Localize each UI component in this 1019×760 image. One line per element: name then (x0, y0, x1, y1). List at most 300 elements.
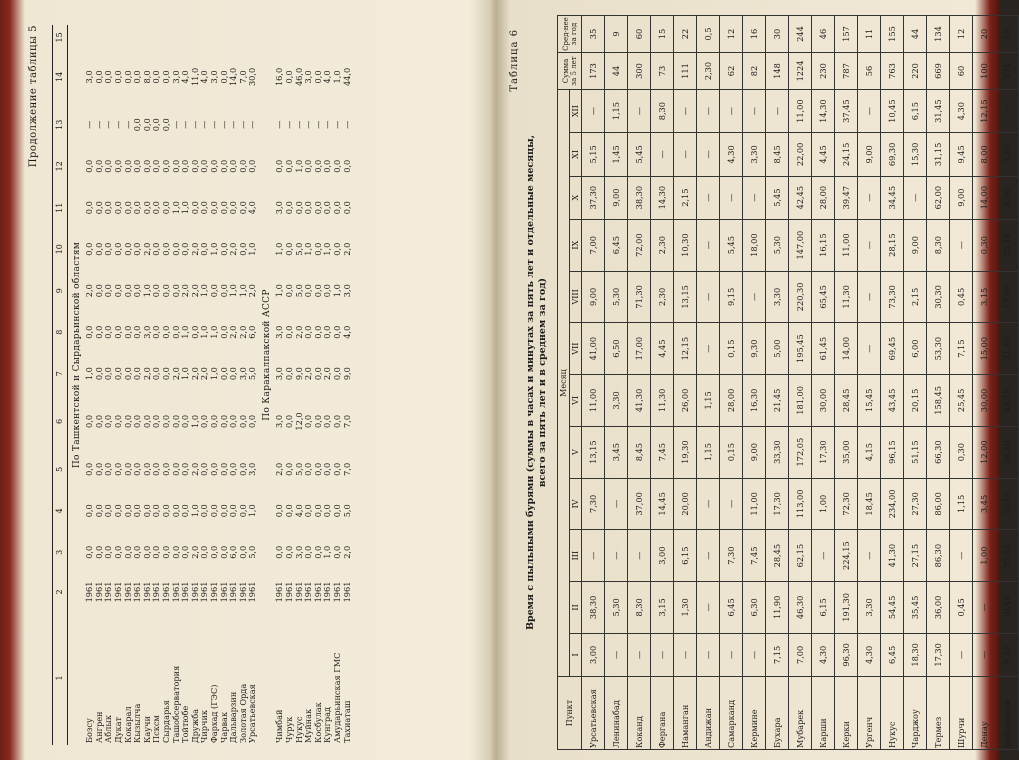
value-cell: 0,30 (950, 426, 973, 478)
value-cell: — (697, 176, 720, 219)
value-cell: 51,15 (904, 426, 927, 478)
left-page-content (22, 15, 490, 745)
value-cell: 0,0 (322, 284, 333, 298)
value-cell: 1,0 (199, 284, 210, 298)
value-cell: 11,00 (582, 375, 605, 427)
value-cell: — (237, 120, 248, 129)
value-cell: 66,30 (927, 426, 950, 478)
value-cell: — (303, 120, 314, 129)
station-name: Денау (973, 677, 996, 750)
value-cell: 0,0 (284, 325, 295, 339)
station-name: Псксм (151, 715, 162, 743)
year-cell: 1961 (237, 581, 248, 603)
table-row (248, 25, 258, 745)
station-name: Мубарек (789, 677, 812, 750)
value-cell: 25,15 (996, 219, 1019, 271)
value-cell: 20,00 (674, 478, 697, 530)
value-cell: 35,15 (996, 530, 1019, 582)
column-header-8: 8 (53, 311, 68, 352)
value-cell: 2,0 (293, 325, 304, 339)
value-cell: 33,30 (766, 426, 789, 478)
value-cell: 0,0 (103, 504, 114, 518)
value-cell: 2,0 (84, 284, 95, 298)
value-cell: 2,0 (322, 367, 333, 381)
value-cell: 9,00 (904, 219, 927, 271)
value-cell: 1,0 (303, 242, 314, 256)
value-cell: 86,00 (927, 478, 950, 530)
value-cell: 0,0 (151, 325, 162, 339)
value-cell: 9,0 (293, 367, 304, 381)
avg-cell: 22 (674, 16, 697, 53)
value-cell: 0,0 (332, 545, 343, 559)
value-cell: 3,0 (208, 70, 219, 84)
table-row (210, 25, 220, 745)
value-cell: 6,15 (904, 90, 927, 133)
value-cell: — (628, 633, 651, 676)
value-cell: — (651, 633, 674, 676)
value-cell: 0,0 (122, 70, 133, 84)
value-cell: — (84, 120, 95, 129)
value-cell: — (697, 633, 720, 676)
table-6-title-line-2: всего за пять лет и в среднем за год) (537, 277, 548, 488)
value-cell: — (950, 219, 973, 271)
value-cell: 0,0 (132, 201, 143, 215)
value-cell: 5,0 (293, 284, 304, 298)
right-page (505, 0, 1012, 760)
value-cell: 3,15 (973, 271, 996, 323)
value-cell: 0,0 (122, 242, 133, 256)
value-cell: 1,00 (812, 478, 835, 530)
table-row (124, 25, 134, 745)
header-sum5: Сумма за 5 лет (558, 53, 582, 90)
column-header-4: 4 (53, 490, 68, 531)
value-cell: 0,0 (132, 367, 143, 381)
station-name: Фархад (ГЭС) (208, 684, 219, 743)
value-cell: — (674, 90, 697, 133)
avg-cell: 244 (789, 16, 812, 53)
avg-cell: 30 (766, 16, 789, 53)
value-cell: 0,0 (170, 462, 181, 476)
value-cell: 0,0 (160, 159, 171, 173)
value-cell: 0,0 (103, 367, 114, 381)
continuation-caption: Продолжение таблицы 5 (28, 25, 39, 168)
value-cell: 9,0 (341, 367, 352, 381)
value-cell: 0,0 (122, 367, 133, 381)
value-cell: 7,00 (789, 633, 812, 676)
value-cell: 6,15 (674, 530, 697, 582)
value-cell: 17,30 (927, 633, 950, 676)
value-cell: 2,0 (141, 242, 152, 256)
value-cell: — (582, 90, 605, 133)
value-cell: 11,30 (835, 271, 858, 323)
value-cell: 0,0 (322, 159, 333, 173)
value-cell: 0,0 (112, 504, 123, 518)
station-name: Фергана (651, 677, 674, 750)
value-cell: 62,00 (927, 176, 950, 219)
value-cell: 0,0 (312, 545, 323, 559)
value-cell: 17,30 (766, 478, 789, 530)
value-cell: 0,0 (199, 504, 210, 518)
value-cell: 220,30 (789, 271, 812, 323)
month-header-II: II (570, 582, 582, 634)
value-cell: 0,0 (218, 462, 229, 476)
station-name: Шурчи (950, 677, 973, 750)
value-cell: — (720, 478, 743, 530)
value-cell: — (766, 90, 789, 133)
value-cell: — (743, 633, 766, 676)
sum-cell: 274 (996, 53, 1019, 90)
value-cell: 0,0 (312, 70, 323, 84)
value-cell: 0,0 (112, 201, 123, 215)
value-cell: 18,00 (743, 219, 766, 271)
value-cell: 0,0 (160, 201, 171, 215)
value-cell: 4,0 (322, 70, 333, 84)
value-cell: 73,30 (881, 271, 904, 323)
value-cell: 0,0 (237, 504, 248, 518)
value-cell: 3,45 (973, 478, 996, 530)
table-row (285, 25, 295, 745)
value-cell: 0,0 (112, 284, 123, 298)
table-row (133, 25, 143, 745)
year-cell: 1961 (170, 581, 181, 603)
station-name: Дукат (112, 716, 123, 743)
value-cell: 2,30 (651, 271, 674, 323)
sum-cell: 111 (674, 53, 697, 90)
value-cell: 0,0 (141, 462, 152, 476)
avg-cell: 15 (651, 16, 674, 53)
value-cell: 46,0 (293, 67, 304, 87)
value-cell: 0,0 (218, 545, 229, 559)
value-cell: 14,30 (651, 176, 674, 219)
value-cell: 0,0 (93, 284, 104, 298)
value-cell: 61,45 (812, 323, 835, 375)
value-cell: 1,0 (141, 284, 152, 298)
value-cell: 2,0 (189, 462, 200, 476)
value-cell: 0,0 (160, 118, 171, 132)
value-cell: 2,0 (189, 284, 200, 298)
table-row (200, 25, 210, 745)
value-cell: 0,0 (199, 159, 210, 173)
value-cell: 0,0 (151, 284, 162, 298)
value-cell: 0,0 (312, 367, 323, 381)
value-cell: 0,0 (228, 414, 239, 428)
value-cell: 0,0 (332, 367, 343, 381)
value-cell: 0,0 (274, 159, 285, 173)
value-cell: 0,30 (973, 219, 996, 271)
value-cell: 0,0 (332, 504, 343, 518)
value-cell: 2,0 (170, 367, 181, 381)
value-cell: — (293, 120, 304, 129)
sum-cell: 60 (950, 53, 973, 90)
value-cell: 0,0 (332, 462, 343, 476)
value-cell: 14,00 (835, 323, 858, 375)
year-cell: 1961 (208, 581, 219, 603)
value-cell: 0,0 (112, 545, 123, 559)
year-cell: 1961 (180, 581, 191, 603)
value-cell: 0,0 (228, 504, 239, 518)
value-cell: 0,0 (237, 159, 248, 173)
value-cell: 0,0 (93, 545, 104, 559)
value-cell: 0,0 (247, 159, 258, 173)
year-cell: 1961 (199, 581, 210, 603)
value-cell: 0,0 (93, 462, 104, 476)
value-cell: 24,15 (835, 133, 858, 176)
value-cell: 0,0 (132, 70, 143, 84)
value-cell: 0,0 (103, 284, 114, 298)
value-cell: 15,00 (973, 323, 996, 375)
value-cell: 17,30 (812, 426, 835, 478)
value-cell: 15,45 (858, 375, 881, 427)
value-cell: 44,0 (341, 67, 352, 87)
month-header-VII: VII (570, 323, 582, 375)
table-row (881, 16, 904, 750)
value-cell: — (180, 120, 191, 129)
value-cell: 0,0 (284, 504, 295, 518)
value-cell: 1,0 (189, 414, 200, 428)
sum-cell: 669 (927, 53, 950, 90)
value-cell: 3,0 (274, 367, 285, 381)
value-cell: 3,30 (605, 375, 628, 427)
station-name: Ленинабад (605, 677, 628, 750)
value-cell: 30,30 (927, 271, 950, 323)
value-cell: 0,0 (170, 545, 181, 559)
table-row (628, 16, 651, 750)
table-5 (52, 25, 352, 745)
value-cell: 0,0 (141, 118, 152, 132)
value-cell: 0,0 (284, 284, 295, 298)
column-header-14: 14 (53, 50, 68, 104)
value-cell: 0,0 (112, 242, 123, 256)
value-cell: 22,00 (789, 133, 812, 176)
station-name: Андижан (697, 677, 720, 750)
table-row (697, 16, 720, 750)
table-row (766, 16, 789, 750)
value-cell: 96,15 (881, 426, 904, 478)
value-cell: 1,0 (237, 284, 248, 298)
value-cell: 28,45 (766, 530, 789, 582)
value-cell: 4,45 (651, 323, 674, 375)
value-cell: — (112, 120, 123, 129)
value-cell: 0,0 (218, 159, 229, 173)
value-cell: 0,0 (132, 284, 143, 298)
value-cell: — (697, 133, 720, 176)
station-name: Ташобсерватория (170, 665, 181, 743)
table-row (162, 25, 172, 745)
value-cell: 5,0 (341, 504, 352, 518)
value-cell: 0,0 (208, 201, 219, 215)
value-cell: — (950, 530, 973, 582)
table-row (651, 16, 674, 750)
value-cell: 0,0 (93, 504, 104, 518)
station-name: Бозсу (84, 718, 95, 743)
value-cell: 38,30 (628, 176, 651, 219)
station-name: Нукус (881, 677, 904, 750)
value-cell: 7,45 (743, 530, 766, 582)
value-cell: 0,0 (84, 504, 95, 518)
header-point: Пункт (558, 677, 582, 750)
table-row (295, 25, 305, 745)
value-cell: 0,0 (170, 504, 181, 518)
value-cell: 14,30 (812, 90, 835, 133)
value-cell: 0,0 (122, 414, 133, 428)
table-row (314, 25, 324, 745)
column-header-6: 6 (53, 394, 68, 448)
station-name: Амударьинская ГМС (332, 652, 343, 743)
value-cell: 17,00 (996, 271, 1019, 323)
value-cell: 0,0 (170, 414, 181, 428)
value-cell: 11,90 (766, 582, 789, 634)
year-cell: 1961 (84, 581, 95, 603)
year-cell: 1961 (218, 581, 229, 603)
value-cell: 0,0 (303, 201, 314, 215)
avg-cell: 157 (835, 16, 858, 53)
sum-cell: 56 (858, 53, 881, 90)
value-cell: 0,0 (160, 414, 171, 428)
value-cell: 0,0 (180, 504, 191, 518)
year-cell: 1961 (122, 581, 133, 603)
value-cell: 0,0 (84, 242, 95, 256)
value-cell: 25,45 (950, 375, 973, 427)
sum-cell: 62 (720, 53, 743, 90)
table-row (996, 16, 1019, 750)
avg-cell: 12 (950, 16, 973, 53)
value-cell: 10,30 (674, 219, 697, 271)
year-cell: 1961 (112, 581, 123, 603)
value-cell: 0,0 (332, 242, 343, 256)
value-cell: 6,50 (605, 323, 628, 375)
value-cell: 7,0 (341, 462, 352, 476)
value-cell: 5,0 (293, 242, 304, 256)
value-cell: 0,0 (208, 462, 219, 476)
station-name: Чарджоу (904, 677, 927, 750)
value-cell: 0,0 (284, 367, 295, 381)
value-cell: 0,0 (151, 545, 162, 559)
value-cell: 0,0 (199, 414, 210, 428)
station-name: Самарканд (720, 677, 743, 750)
value-cell: 31,15 (927, 133, 950, 176)
value-cell: 69,45 (881, 323, 904, 375)
table-row (333, 25, 343, 745)
value-cell: 8,45 (628, 426, 651, 478)
station-name: Керки (835, 677, 858, 750)
value-cell: 0,0 (170, 284, 181, 298)
value-cell: 2,0 (303, 367, 314, 381)
value-cell: 4,0 (199, 70, 210, 84)
value-cell: — (743, 90, 766, 133)
value-cell: — (628, 530, 651, 582)
value-cell: 0,0 (322, 201, 333, 215)
value-cell: 13,15 (582, 426, 605, 478)
value-cell: 39,47 (835, 176, 858, 219)
value-cell: 28,00 (720, 375, 743, 427)
value-cell: 0,0 (228, 462, 239, 476)
value-cell: 7,15 (950, 323, 973, 375)
value-cell: 2,0 (189, 242, 200, 256)
year-cell: 1961 (228, 581, 239, 603)
station-name: Кызылча (132, 703, 143, 743)
value-cell: — (312, 120, 323, 129)
value-cell: — (858, 271, 881, 323)
value-cell: 13,15 (674, 271, 697, 323)
value-cell: 5,45 (720, 219, 743, 271)
value-cell: 65,45 (812, 271, 835, 323)
year-cell: 1961 (247, 581, 258, 603)
value-cell: — (720, 90, 743, 133)
sum-cell: 73 (651, 53, 674, 90)
value-cell: 9,00 (743, 426, 766, 478)
value-cell: 0,0 (312, 201, 323, 215)
value-cell: 2,15 (904, 271, 927, 323)
column-header-9: 9 (53, 270, 68, 311)
value-cell: 0,0 (122, 325, 133, 339)
value-cell: 0,0 (141, 504, 152, 518)
value-cell: 4,0 (293, 504, 304, 518)
value-cell: 42,45 (789, 176, 812, 219)
table-6-header-row-1 (558, 16, 570, 750)
value-cell: — (720, 633, 743, 676)
station-name: Дальварзин (228, 691, 239, 743)
value-cell: — (858, 90, 881, 133)
month-header-V: V (570, 426, 582, 478)
value-cell: 62,15 (789, 530, 812, 582)
header-avg: Сред-нее за год (558, 16, 582, 53)
station-name: Нукус (293, 716, 304, 743)
year-cell: 1961 (293, 581, 304, 603)
value-cell: 2,0 (180, 284, 191, 298)
value-cell: 0,0 (132, 242, 143, 256)
value-cell: 3,30 (766, 271, 789, 323)
value-cell: 19,30 (674, 426, 697, 478)
value-cell: 3,45 (605, 426, 628, 478)
value-cell: 4,15 (858, 426, 881, 478)
value-cell: 0,0 (303, 159, 314, 173)
value-cell: 0,0 (151, 70, 162, 84)
value-cell: 1,0 (180, 367, 191, 381)
value-cell: 0,0 (170, 325, 181, 339)
value-cell: 0,0 (122, 201, 133, 215)
value-cell: 1,0 (274, 284, 285, 298)
avg-cell: 20 (973, 16, 996, 53)
value-cell: — (697, 219, 720, 271)
value-cell: 0,0 (237, 462, 248, 476)
column-header-15: 15 (53, 25, 68, 50)
value-cell: 1,15 (605, 90, 628, 133)
value-cell: 5,0 (247, 545, 258, 559)
value-cell: 7,15 (766, 633, 789, 676)
value-cell: 41,30 (628, 375, 651, 427)
value-cell: 0,0 (122, 284, 133, 298)
value-cell: 6,45 (605, 219, 628, 271)
value-cell: 8,00 (973, 133, 996, 176)
station-name: Дружба (189, 708, 200, 743)
value-cell: 0,0 (180, 159, 191, 173)
value-cell: 0,0 (218, 414, 229, 428)
value-cell: 36,30 (996, 426, 1019, 478)
value-cell: 0,0 (180, 545, 191, 559)
table-row (904, 16, 927, 750)
year-cell: 1961 (322, 581, 333, 603)
value-cell: 0,0 (112, 462, 123, 476)
value-cell: 5,30 (766, 219, 789, 271)
value-cell: 0,0 (218, 242, 229, 256)
value-cell: — (605, 530, 628, 582)
value-cell: 86,30 (927, 530, 950, 582)
year-cell: 1961 (132, 581, 143, 603)
value-cell: 11,00 (743, 478, 766, 530)
value-cell: 10,45 (881, 90, 904, 133)
value-cell: — (208, 120, 219, 129)
value-cell: — (697, 582, 720, 634)
